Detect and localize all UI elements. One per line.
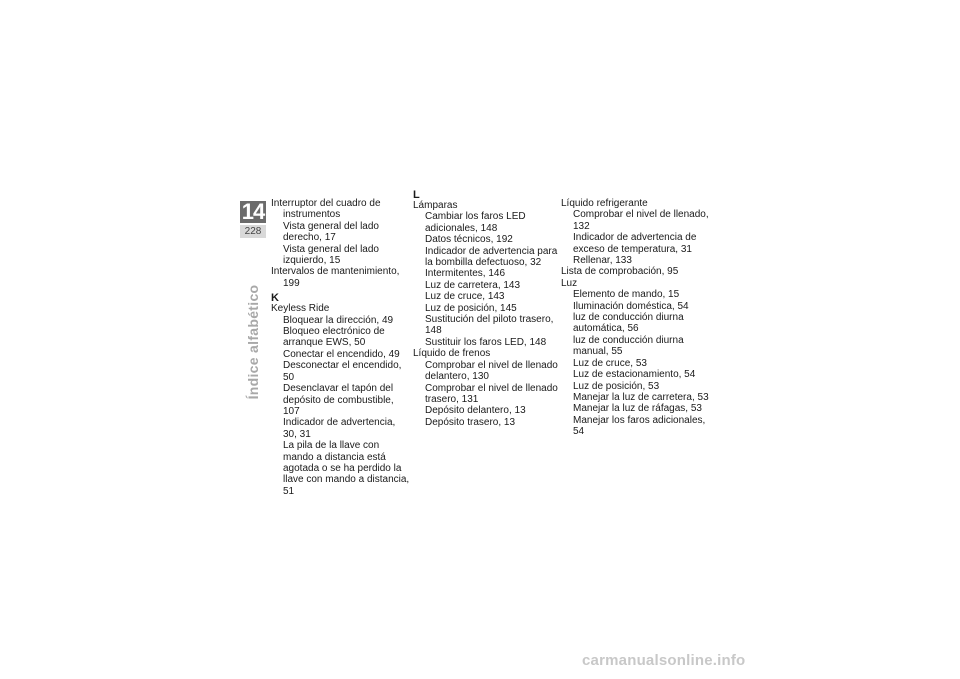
index-entry [271, 198, 411, 266]
index-entry [561, 278, 711, 438]
entry-subitem: Comprobar el nivel de llenado, 132 [573, 209, 709, 232]
entry-subitem: luz de conducción diurna automática, 56 [573, 312, 684, 335]
entry-subitem: Luz de cruce, 143 [425, 291, 505, 303]
index-entry [413, 200, 558, 348]
entry-heading: Luz [561, 277, 578, 289]
entry-heading: Lista de comprobación, 95 [561, 266, 679, 278]
letter-heading: L [413, 189, 420, 201]
entry-subitem: Manejar la luz de ráfagas, 53 [573, 403, 702, 415]
entry-subitem: Luz de estacionamiento, 54 [573, 369, 696, 381]
page-number: 228 [240, 225, 266, 238]
entry-subitem: Indicador de advertencia, 30, 31 [283, 417, 396, 440]
entry-subitem: Iluminación doméstica, 54 [573, 300, 689, 312]
entry-subitem: Depósito delantero, 13 [425, 405, 526, 417]
entry-subitem: Comprobar el nivel de llenado delantero, 130 [425, 359, 558, 383]
entry-heading: Interruptor del cuadro de instrumentos [271, 198, 381, 221]
chapter-tab [240, 201, 266, 238]
index-entry [413, 348, 558, 428]
entry-subitem: Elemento de mando, 15 [573, 289, 680, 301]
footer-watermark: carmanualsonline.info [582, 652, 746, 669]
entry-subitem: Conectar el encendido, 49 [283, 348, 400, 360]
entry-heading: Líquido refrigerante [561, 198, 648, 209]
entry-subitem: Bloquear la dirección, 49 [283, 314, 394, 326]
entry-subitem: Datos técnicos, 192 [425, 234, 513, 246]
index-entry [561, 198, 711, 266]
index-column-2 [413, 189, 558, 428]
entry-subitem: Sustitución del piloto trasero, 148 [425, 314, 554, 337]
entry-subitem: Manejar los faros adicionales, 54 [573, 414, 706, 438]
entry-subitem: Indicador de advertencia de exceso de temperatura, 31 [573, 232, 697, 255]
entry-subitem: Comprobar el nivel de llenado trasero, 131 [425, 382, 558, 405]
index-entry [271, 303, 411, 497]
entry-subitem: Desenclavar el tapón del depósito de combustible, 107 [283, 383, 394, 417]
entry-heading: Lámparas [413, 200, 458, 211]
index-column-1 [271, 198, 411, 497]
entry-subitem: Luz de cruce, 53 [573, 357, 647, 369]
entry-subitem: luz de conducción diurna manual, 55 [573, 334, 684, 358]
index-entry [561, 266, 711, 277]
entry-heading: Keyless Ride [271, 303, 330, 315]
entry-subitem: Luz de posición, 145 [425, 302, 517, 314]
index-entry [271, 266, 411, 289]
entry-subitem: Sustituir los faros LED, 148 [425, 336, 547, 348]
entry-subitem: Luz de posición, 53 [573, 380, 660, 392]
entry-subitem: La pila de la llave con mando a distancia está agotada o se ha perdido la llave con mando a distancia, 51 [283, 440, 410, 497]
entry-heading: Líquido de frenos [413, 348, 491, 360]
section-title: Índice alfabético [245, 284, 261, 400]
index-column-3 [561, 198, 711, 438]
entry-subitem: Vista general del lado izquierdo, 15 [283, 243, 379, 267]
entry-subitem: Vista general del lado derecho, 17 [283, 220, 379, 244]
entry-subitem: Bloqueo electrónico de arranque EWS, 50 [283, 326, 385, 349]
entry-subitem: Cambiar los faros LED adicionales, 148 [425, 211, 526, 234]
letter-heading: K [271, 292, 279, 305]
entry-subitem: Luz de carretera, 143 [425, 279, 521, 291]
entry-subitem: Manejar la luz de carretera, 53 [573, 391, 709, 403]
entry-subitem: Intermitentes, 146 [425, 268, 506, 280]
entry-subitem: Indicador de advertencia para la bombilla defectuoso, 32 [425, 245, 558, 269]
entry-heading: Intervalos de mantenimiento, 199 [271, 266, 400, 289]
entry-subitem: Depósito trasero, 13 [425, 416, 516, 428]
entry-subitem: Desconectar el encendido, 50 [283, 360, 402, 383]
entry-subitem: Rellenar, 133 [573, 255, 632, 267]
chapter-number: 14 [241, 199, 265, 224]
